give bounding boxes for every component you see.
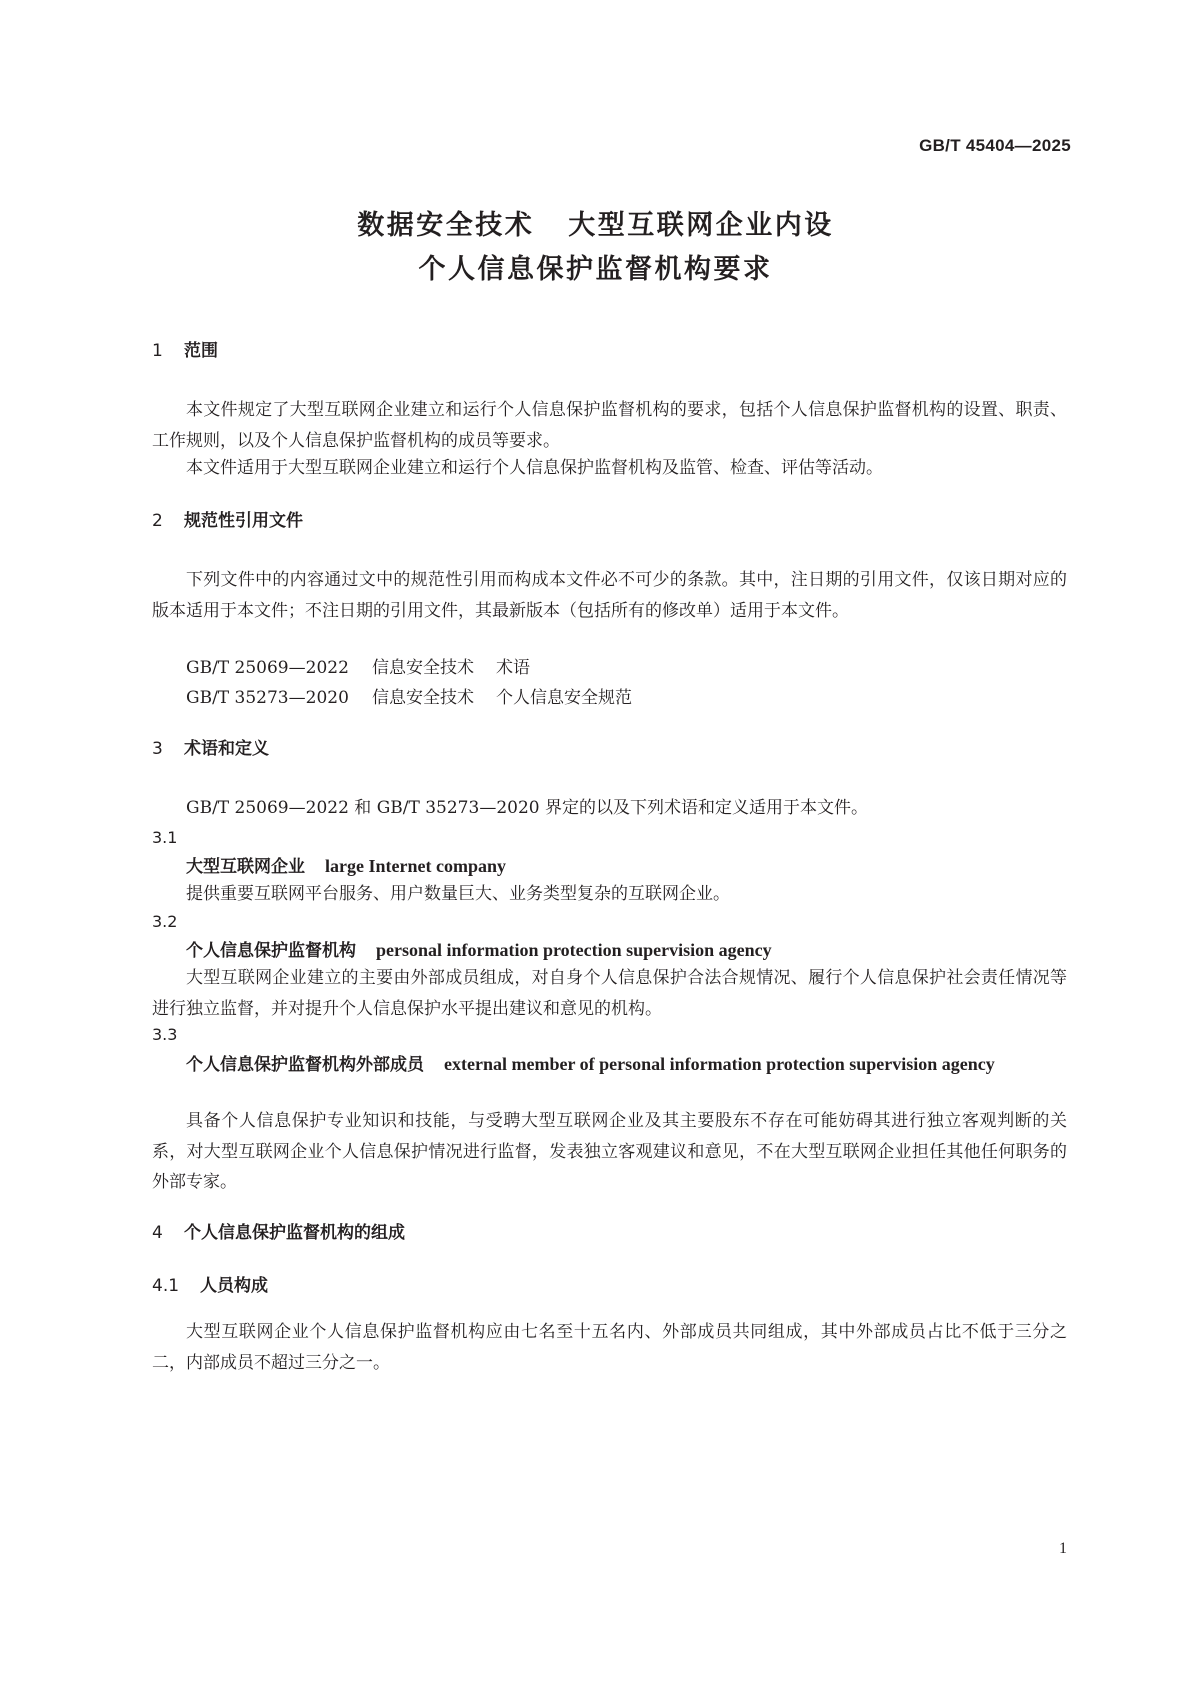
term-number: 3.2 xyxy=(152,912,178,931)
paragraph: 下列文件中的内容通过文中的规范性引用而构成本文件必不可少的条款。其中，注日期的引用文件，仅该日期对应的版本适用于本文件；不注日期的引用文件，其最新版本（包括所有的修改单）适用于本文件。 xyxy=(152,570,1067,621)
term-definition: 大型互联网企业建立的主要由外部成员组成，对自身个人信息保护合法合规情况、履行个人信息保护社会责任情况等进行独立监督，并对提升个人信息保护水平提出建议和意见的机构。 xyxy=(152,968,1067,1019)
term-english: external member of personal information protection supervision agency xyxy=(444,1054,995,1074)
section-heading-scope xyxy=(152,338,218,364)
section-title: 范围 xyxy=(184,341,218,361)
term-definition: 具备个人信息保护专业知识和技能，与受聘大型互联网企业及其主要股东不存在可能妨碍其进行独立客观判断的关系，对大型互联网企业个人信息保护情况进行监督，发表独立客观建议和意见，不在大型互联网企业担任其他任何职务的外部专家。 xyxy=(152,1111,1067,1192)
reference-title-part-2: 术语 xyxy=(496,658,530,678)
title-part-2: 大型互联网企业内设 xyxy=(568,210,834,241)
term-number: 3.3 xyxy=(152,1025,178,1044)
document-title-line-2: 个人信息保护监督机构要求 xyxy=(418,254,773,285)
term-heading xyxy=(152,851,1067,882)
subsection-heading-personnel xyxy=(152,1273,268,1299)
document-title-line-1 xyxy=(0,204,1191,248)
section-number: 3 xyxy=(152,739,163,759)
term-definition: 提供重要互联网平台服务、用户数量巨大、业务类型复杂的互联网企业。 xyxy=(186,884,730,904)
reference-title-part-1: 信息安全技术 xyxy=(372,688,474,708)
standard-code: GB/T 45404—2025 xyxy=(919,136,1071,155)
section-title: 术语和定义 xyxy=(184,739,269,759)
section-number: 4 xyxy=(152,1223,163,1243)
reference-code: GB/T 25069—2022 xyxy=(186,658,349,678)
paragraph: 大型互联网企业个人信息保护监督机构应由七名至十五名内、外部成员共同组成，其中外部成员占比不低于三分之二，内部成员不超过三分之一。 xyxy=(152,1322,1067,1373)
subsection-number: 4.1 xyxy=(152,1276,180,1296)
term-english: personal information protection supervision agency xyxy=(376,940,772,960)
section-heading-normative-references xyxy=(152,508,303,534)
paragraph: 本文件规定了大型互联网企业建立和运行个人信息保护监督机构的要求，包括个人信息保护监督机构的设置、职责、工作规则，以及个人信息保护监督机构的成员等要求。 xyxy=(152,400,1067,451)
term-heading xyxy=(152,1049,1067,1080)
subsection-title: 人员构成 xyxy=(200,1276,268,1296)
term-chinese: 个人信息保护监督机构外部成员 xyxy=(186,1055,424,1075)
reference-code: GB/T 35273—2020 xyxy=(186,688,349,708)
term-chinese: 大型互联网企业 xyxy=(186,857,305,877)
reference-item xyxy=(186,683,632,713)
term-heading xyxy=(152,935,1067,966)
term-chinese: 个人信息保护监督机构 xyxy=(186,941,356,961)
paragraph: 本文件适用于大型互联网企业建立和运行个人信息保护监督机构及监管、检查、评估等活动。 xyxy=(186,458,883,478)
reference-title-part-2: 个人信息安全规范 xyxy=(496,688,632,708)
page-number: 1 xyxy=(1059,1540,1067,1557)
reference-item xyxy=(186,653,530,683)
paragraph: GB/T 25069—2022 和 GB/T 35273—2020 界定的以及下列术语和定义适用于本文件。 xyxy=(186,798,868,818)
section-number: 2 xyxy=(152,511,163,531)
section-title: 个人信息保护监督机构的组成 xyxy=(184,1223,405,1243)
section-number: 1 xyxy=(152,341,163,361)
term-english: large Internet company xyxy=(325,856,506,876)
section-heading-composition xyxy=(152,1220,405,1246)
section-heading-terms xyxy=(152,736,269,762)
section-title: 规范性引用文件 xyxy=(184,511,303,531)
term-number: 3.1 xyxy=(152,828,178,847)
title-part-1: 数据安全技术 xyxy=(357,210,535,241)
reference-title-part-1: 信息安全技术 xyxy=(372,658,474,678)
